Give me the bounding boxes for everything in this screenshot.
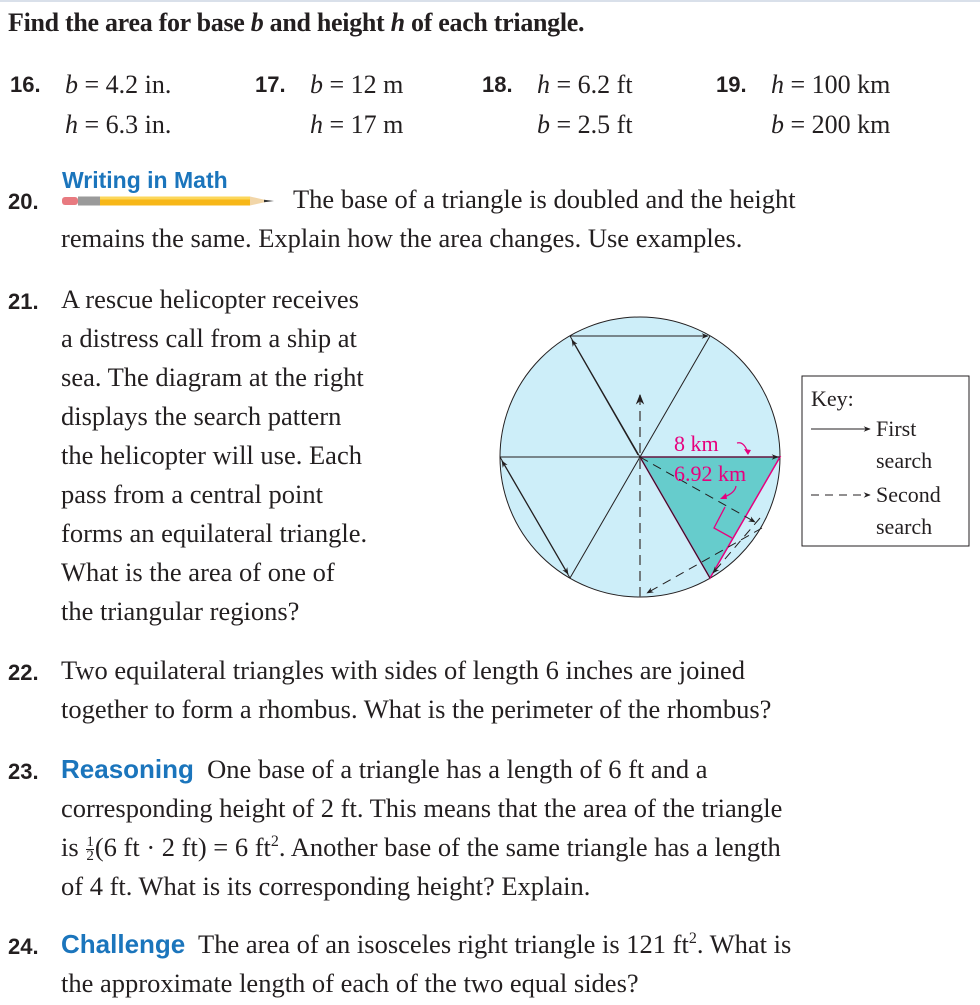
exercise-18 (482, 65, 682, 145)
one-half-fraction: $\frac{1}{2}$ (86, 834, 94, 865)
question-text-line-2: corresponding height of 2 ft. This means that the area of the triangle (61, 793, 783, 823)
exercise-line-1: b = 12 m (310, 70, 404, 99)
second-search-label: Second (876, 482, 941, 507)
search-pattern-diagram (490, 300, 980, 610)
exercise-number: 16. (10, 72, 41, 97)
question-number: 23. (8, 759, 39, 784)
question-number: 20. (8, 189, 39, 214)
question-text-line: What is the area of one of (61, 557, 335, 587)
first-search-label: First (876, 416, 917, 441)
badge-label: Writing in Math (62, 167, 228, 193)
side-length-label: 8 km (674, 431, 719, 456)
section-heading: Find the area for base b and height h of each triangle. (8, 8, 585, 37)
question-text-line-3: is $\frac{1}{2}$ (6 ft · 2 ft) = 6 $ft^2$. Another base of the same triangle has a length (61, 832, 781, 865)
challenge-keyword: Challenge (61, 929, 186, 959)
key-title: Key: (811, 386, 854, 411)
writing-in-math-badge (62, 167, 277, 207)
question-text-line-1: Reasoning One base of a triangle has a length of 6 ft and a (61, 754, 708, 784)
exercise-number: 19. (716, 72, 747, 97)
top-rule (0, 0, 980, 2)
question-text-line-2: together to form a rhombus. What is the perimeter of the rhombus? (61, 694, 772, 724)
question-text-line: pass from a central point (61, 479, 323, 509)
exercise-number: 17. (255, 72, 286, 97)
question-number: 24. (8, 934, 39, 959)
exercise-17 (255, 65, 455, 145)
question-23 (8, 750, 978, 910)
question-21 (8, 280, 478, 635)
exercise-line-1: b = 4.2 in. (65, 70, 172, 99)
exercise-line-1: h = 100 km (771, 70, 891, 99)
question-number: 22. (8, 660, 39, 685)
question-text-line-1: The base of a triangle is doubled and the height (293, 184, 796, 214)
question-text-line: displays the search pattern (61, 401, 342, 431)
question-24 (8, 925, 978, 1005)
first-search-label-2: search (876, 448, 933, 473)
height-label: 6.92 km (674, 461, 747, 486)
question-text-line: sea. The diagram at the right (61, 362, 364, 392)
question-text-line: A rescue helicopter receives (61, 284, 359, 314)
question-text-line: a distress call from a ship at (61, 323, 357, 353)
question-22 (8, 651, 978, 731)
pencil-icon (62, 195, 277, 207)
exercise-line-2: h = 6.3 in. (65, 110, 172, 139)
exercise-16 (10, 65, 230, 145)
question-text-line: the helicopter will use. Each (61, 440, 362, 470)
exercise-number: 18. (482, 72, 513, 97)
exercise-line-2: b = 2.5 ft (537, 110, 633, 139)
question-text-line-2: remains the same. Explain how the area changes. Use examples. (61, 223, 743, 253)
diagram-svg (490, 300, 980, 610)
key-legend (802, 376, 969, 546)
exercise-line-2: h = 17 m (310, 110, 404, 139)
question-text-line: forms an equilateral triangle. (61, 518, 368, 548)
exercise-line-2: b = 200 km (771, 110, 891, 139)
question-text-line-2: the approximate length of each of the two equal sides? (61, 968, 639, 998)
second-search-label-2: search (876, 514, 933, 539)
exercise-19 (716, 65, 976, 145)
question-number: 21. (8, 289, 39, 314)
exercise-line-1: h = 6.2 ft (537, 70, 633, 99)
reasoning-keyword: Reasoning (61, 754, 194, 784)
question-text-line: the triangular regions? (61, 596, 300, 626)
question-text-line-1: Challenge The area of an isosceles right triangle is 121 $ft^2$. What is (61, 929, 792, 959)
question-text-line-1: Two equilateral triangles with sides of length 6 inches are joined (61, 655, 746, 685)
question-text-line-4: of 4 ft. What is its corresponding height? Explain. (61, 871, 591, 901)
